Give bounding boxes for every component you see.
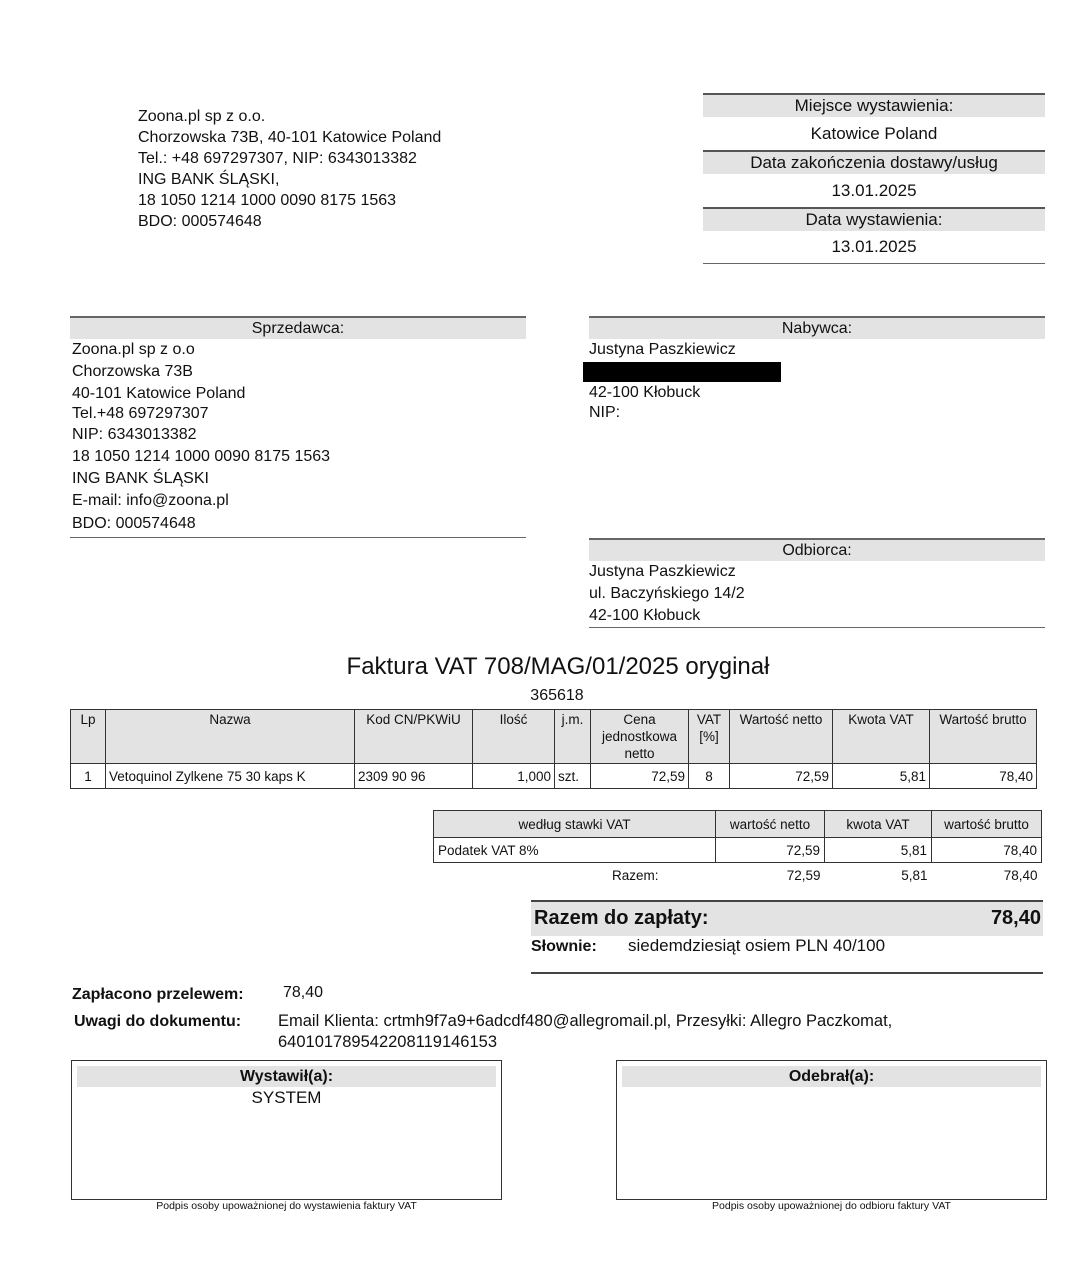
col-net: Wartość netto <box>730 710 833 764</box>
delivery-date-label: Data zakończenia dostawy/usług <box>703 150 1045 174</box>
vat-col-net: wartość netto <box>716 811 825 838</box>
col-unit: j.m. <box>555 710 591 764</box>
vat-row-rate: Podatek VAT 8% <box>434 838 716 863</box>
col-code: Kod CN/PKWiU <box>355 710 473 764</box>
row-vat: 8 <box>689 764 730 789</box>
header-company-bank: ING BANK ŚLĄSKI, <box>138 171 280 188</box>
seller-city: 40-101 Katowice Poland <box>72 384 246 402</box>
issuer-signature-box <box>71 1060 502 1200</box>
buyer-label: Nabywca: <box>589 316 1045 339</box>
seller-label: Sprzedawca: <box>70 316 526 339</box>
recipient-name: Justyna Paszkiewicz <box>589 563 736 580</box>
buyer-city: 42-100 Kłobuck <box>589 384 701 401</box>
receiver-signature-box <box>616 1060 1047 1200</box>
vat-summary-table <box>433 810 1042 887</box>
vat-row-gross: 78,40 <box>932 838 1042 863</box>
seller-bdo: BDO: 000574648 <box>72 514 196 532</box>
vat-total-net: 72,59 <box>786 867 821 883</box>
items-header-row <box>71 710 1037 764</box>
vat-col-gross: wartość brutto <box>932 811 1042 838</box>
row-code: 2309 90 96 <box>355 764 473 789</box>
receiver-label: Odebrał(a): <box>622 1066 1041 1087</box>
header-company-name: Zoona.pl sp z o.o. <box>138 108 266 125</box>
vat-total-row <box>434 863 1042 888</box>
seller-bank: ING BANK ŚLĄSKI <box>72 470 209 488</box>
vat-total-gross: 78,40 <box>1003 867 1038 883</box>
notes-line2: 640101789542208119146153 <box>278 1033 498 1051</box>
notes-text <box>278 1011 892 1053</box>
row-vat-amount: 5,81 <box>833 764 930 789</box>
seller-street: Chorzowska 73B <box>72 363 193 381</box>
paid-value: 78,40 <box>283 984 324 1001</box>
row-net: 72,59 <box>730 764 833 789</box>
issue-date-label: Data wystawienia: <box>703 207 1045 231</box>
vat-row-vat: 5,81 <box>825 838 932 863</box>
issuer-label: Wystawił(a): <box>77 1066 496 1087</box>
header-company-address: Chorzowska 73B, 40-101 Katowice Poland <box>138 129 442 146</box>
col-qty: Ilość <box>473 710 555 764</box>
col-price-line2: jednostkowa <box>601 729 678 744</box>
notes-label: Uwagi do dokumentu: <box>74 1013 242 1030</box>
buyer-block <box>589 316 1045 423</box>
header-company-block <box>138 106 441 232</box>
row-gross: 78,40 <box>930 764 1037 789</box>
issue-date-value: 13.01.2025 <box>703 231 1045 264</box>
vat-row-net: 72,59 <box>716 838 825 863</box>
seller-block <box>70 316 526 538</box>
total-label: Razem do zapłaty: <box>534 907 709 929</box>
col-vat <box>689 710 730 764</box>
col-lp: Lp <box>71 710 106 764</box>
redacted-address <box>583 362 781 382</box>
col-vat-line1: VAT <box>696 712 722 727</box>
issuer-caption: Podpis osoby upoważnionej do wystawienia faktury VAT <box>156 1200 417 1212</box>
place-value: Katowice Poland <box>810 124 938 143</box>
col-name: Nazwa <box>106 710 355 764</box>
table-row <box>434 838 1042 863</box>
issue-info-block <box>703 93 1045 264</box>
issuer-value: SYSTEM <box>251 1088 322 1107</box>
total-value: 78,40 <box>990 907 1041 929</box>
seller-email: E-mail: info@zoona.pl <box>72 492 229 510</box>
place-label: Miejsce wystawienia: <box>703 93 1045 117</box>
header-company-account: 18 1050 1214 1000 0090 8175 1563 <box>138 192 397 209</box>
header-company-bdo: BDO: 000574648 <box>138 213 262 230</box>
vat-total-label: Razem: <box>611 867 659 883</box>
seller-name: Zoona.pl sp z o.o <box>72 341 195 358</box>
col-price-line1: Cena <box>623 712 656 727</box>
buyer-nip: NIP: <box>589 404 621 421</box>
col-vat-line2: [%] <box>699 729 719 744</box>
table-row <box>71 764 1037 789</box>
vat-col-rate: według stawki VAT <box>434 811 716 838</box>
header-company-phone-nip: Tel.: +48 697297307, NIP: 6343013382 <box>138 150 417 167</box>
words-value: siedemdziesiąt osiem PLN 40/100 <box>628 936 886 955</box>
seller-nip: NIP: 6343013382 <box>72 425 197 443</box>
seller-phone: Tel.+48 697297307 <box>72 404 209 422</box>
invoice-number: 365618 <box>530 687 584 704</box>
vat-col-vat: kwota VAT <box>825 811 932 838</box>
receiver-caption: Podpis osoby upoważnionej do odbioru faktury VAT <box>712 1200 951 1212</box>
row-qty: 1,000 <box>473 764 555 789</box>
row-price: 72,59 <box>591 764 689 789</box>
col-price-line3: netto <box>624 746 655 761</box>
recipient-street: ul. Baczyńskiego 14/2 <box>589 585 745 602</box>
vat-total-vat: 5,81 <box>901 867 928 883</box>
col-price <box>591 710 689 764</box>
notes-line1: Email Klienta: crtmh9f7a9+6adcdf480@allegromail.pl, Przesyłki: Allegro Paczkomat, <box>278 1012 893 1030</box>
recipient-block <box>589 538 1045 628</box>
delivery-date-value: 13.01.2025 <box>831 181 917 200</box>
payment-total-block <box>531 900 1043 974</box>
row-unit: szt. <box>555 764 591 789</box>
recipient-city: 42-100 Kłobuck <box>589 607 701 624</box>
items-table <box>70 709 1037 789</box>
paid-label: Zapłacono przelewem: <box>72 986 244 1003</box>
words-label: Słownie: <box>531 938 597 955</box>
col-vat-amount: Kwota VAT <box>833 710 930 764</box>
recipient-label: Odbiorca: <box>589 538 1045 561</box>
invoice-title: Faktura VAT 708/MAG/01/2025 oryginał <box>346 653 770 680</box>
vat-header-row <box>434 811 1042 838</box>
buyer-name: Justyna Paszkiewicz <box>589 341 736 358</box>
row-lp: 1 <box>71 764 106 789</box>
seller-account: 18 1050 1214 1000 0090 8175 1563 <box>72 447 331 465</box>
col-gross: Wartość brutto <box>930 710 1037 764</box>
row-name: Vetoquinol Zylkene 75 30 kaps K <box>106 764 355 789</box>
